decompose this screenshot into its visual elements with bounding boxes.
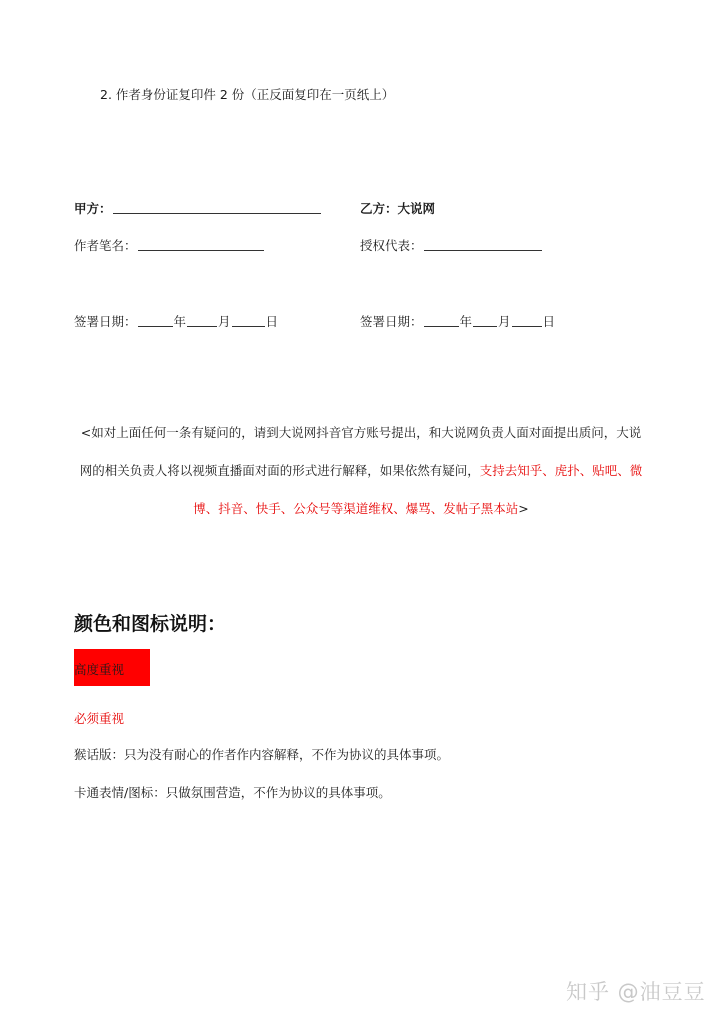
month-label: 月 bbox=[498, 314, 511, 329]
notice-line-3-emphasis: 博、抖音、快手、公众号等渠道维权、爆骂、发帖子黑本站 bbox=[193, 501, 519, 516]
day-line bbox=[232, 325, 265, 327]
zhihu-watermark: 知乎 @油豆豆 bbox=[566, 980, 706, 1004]
high-attention-label: 高度重视 bbox=[74, 662, 125, 677]
party-a-sign-date bbox=[74, 312, 278, 330]
month-label: 月 bbox=[218, 314, 231, 329]
auth-rep-label: 授权代表： bbox=[360, 238, 423, 253]
party-b-sign-date bbox=[360, 312, 555, 330]
party-a-label: 甲方： bbox=[74, 201, 112, 216]
author-pen-name-label: 作者笔名： bbox=[74, 238, 137, 253]
party-b-label: 乙方：大说网 bbox=[360, 201, 436, 216]
sign-date-label: 签署日期： bbox=[74, 314, 137, 329]
author-pen-name-row bbox=[74, 236, 265, 254]
year-label: 年 bbox=[459, 314, 473, 329]
month-line bbox=[187, 325, 217, 327]
auth-rep-line bbox=[424, 249, 542, 251]
party-a-row bbox=[74, 199, 322, 217]
party-a-signature-line bbox=[113, 212, 321, 214]
day-label: 日 bbox=[265, 314, 279, 329]
notice-line-2-text: 网的相关负责人将以视频直播面对面的形式进行解释，如果依然有疑问， bbox=[79, 463, 480, 478]
cartoon-note: 卡通表情/图标：只做氛围营造，不作为协议的具体事项。 bbox=[74, 785, 391, 800]
notice-line-3 bbox=[74, 490, 648, 528]
sign-date-label: 签署日期： bbox=[360, 314, 423, 329]
notice-line-2 bbox=[74, 452, 648, 490]
notice-line-1: <如对上面任何一条有疑问的，请到大说网抖音官方账号提出，和大说网负责人面对面提出质问，大说 bbox=[80, 425, 642, 440]
notice-paragraph bbox=[74, 414, 648, 528]
item-2-text: 2. 作者身份证复印件 2 份（正反面复印在一页纸上） bbox=[100, 87, 395, 102]
legend-heading: 颜色和图标说明： bbox=[74, 613, 227, 635]
day-label: 日 bbox=[542, 314, 556, 329]
year-label: 年 bbox=[173, 314, 187, 329]
day-line bbox=[512, 325, 542, 327]
author-pen-name-line bbox=[138, 249, 264, 251]
notice-line-3-end: > bbox=[518, 501, 529, 516]
high-attention-swatch bbox=[74, 649, 150, 686]
month-line bbox=[473, 325, 497, 327]
auth-rep-row bbox=[360, 236, 543, 254]
year-line bbox=[138, 325, 173, 327]
notice-line-2-emphasis: 支持去知乎、虎扑、贴吧、微 bbox=[479, 463, 643, 478]
must-attention-label: 必须重视 bbox=[74, 711, 125, 726]
year-line bbox=[424, 325, 459, 327]
monkey-version-note: 猴话版：只为没有耐心的作者作内容解释，不作为协议的具体事项。 bbox=[74, 747, 450, 762]
